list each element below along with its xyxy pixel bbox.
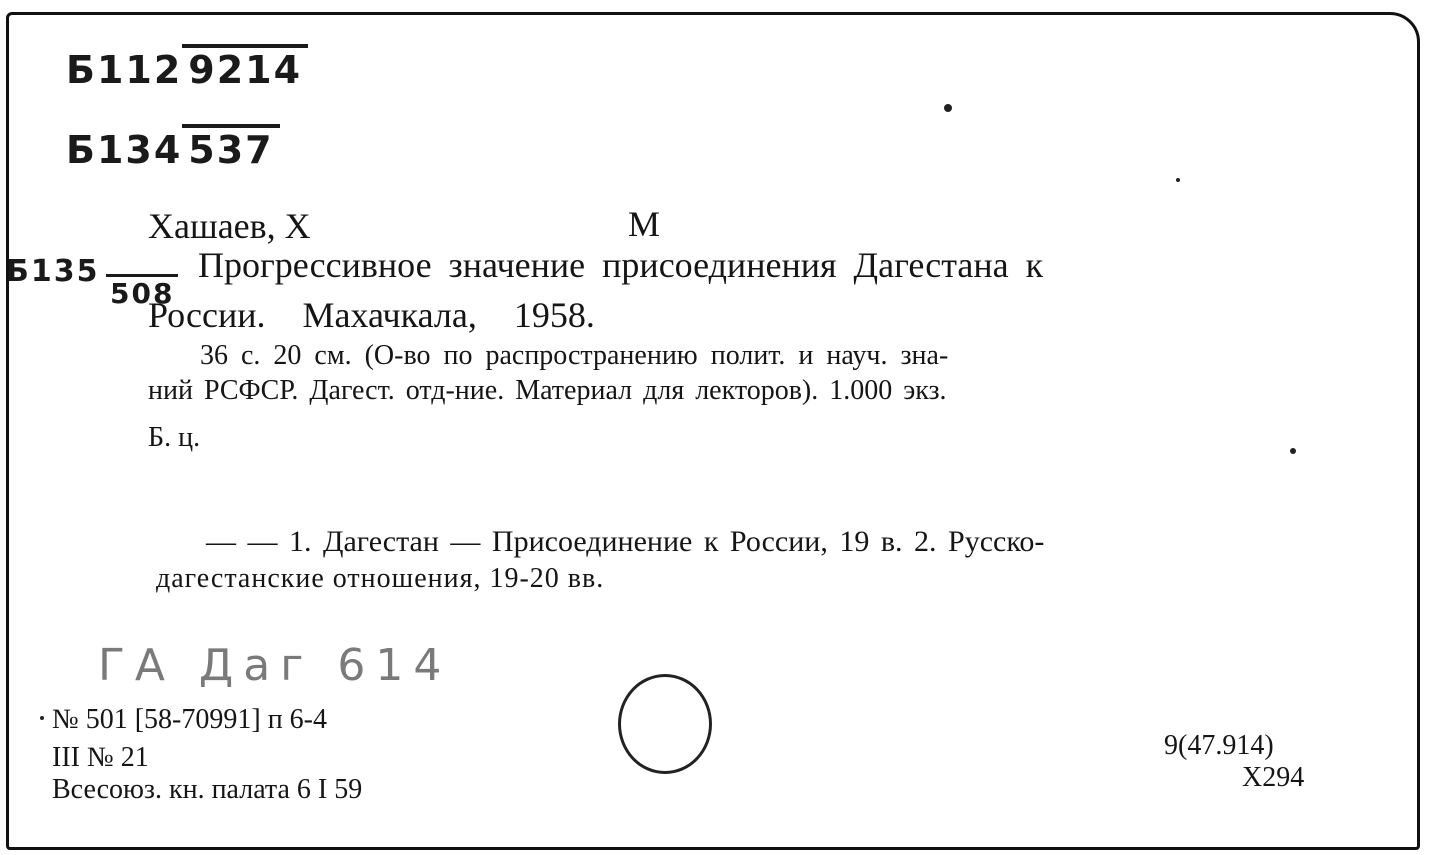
handwritten-shelfmark-1-overlined: 9214 xyxy=(182,44,308,92)
title-line-2: России. Махачкала, 1958. xyxy=(148,295,595,335)
handwritten-shelfmark-2-overlined: 537 xyxy=(182,124,279,172)
card-number-line: № 501 [58-70991] п 6-4 xyxy=(52,704,327,735)
subject-headings-line-2: дагестанские отношения, 19-20 вв. xyxy=(156,563,605,594)
handwritten-shelfmark-3-overlined: 508 xyxy=(106,274,178,310)
scan-speck xyxy=(1176,178,1180,182)
title-line-1: Прогрессивное значение присоединения Дагестана к xyxy=(198,245,1044,285)
subject-headings-line-1: — — 1. Дагестан — Присоединение к России, 19 в. 2. Русско- xyxy=(206,525,1045,558)
series-line: III № 21 xyxy=(52,742,149,773)
handwritten-shelfmark-3 xyxy=(6,254,100,289)
book-chamber-line: Всесоюз. кн. палата 6 I 59 xyxy=(52,774,363,805)
handwritten-shelfmark-2 xyxy=(66,128,280,172)
description-line-1: 36 с. 20 см. (О-во по распространению полит. и науч. зна- xyxy=(200,340,949,371)
description-line-2: ний РСФСР. Дагест. отд-ние. Материал для лекторов). 1.000 экз. xyxy=(148,375,947,406)
handwritten-shelfmark-2-prefix: Б134 xyxy=(66,128,183,172)
handwritten-shelfmark-3-prefix: Б135 xyxy=(6,254,100,289)
scan-speck xyxy=(1290,448,1296,454)
classification-index: 9(47.914) xyxy=(1164,730,1274,761)
author-heading: Хашаев, Х xyxy=(148,206,311,246)
handwritten-shelfmark-1-prefix: Б112 xyxy=(66,48,183,92)
scan-speck xyxy=(40,716,44,720)
cutter-number: Х294 xyxy=(1242,762,1305,793)
punch-hole xyxy=(618,674,712,774)
description-line-3: Б. ц. xyxy=(148,422,201,453)
section-letter: М xyxy=(628,204,661,244)
archive-stamp: ГА Даг 614 xyxy=(98,640,452,691)
scan-speck xyxy=(944,104,952,112)
handwritten-shelfmark-1 xyxy=(66,48,308,92)
